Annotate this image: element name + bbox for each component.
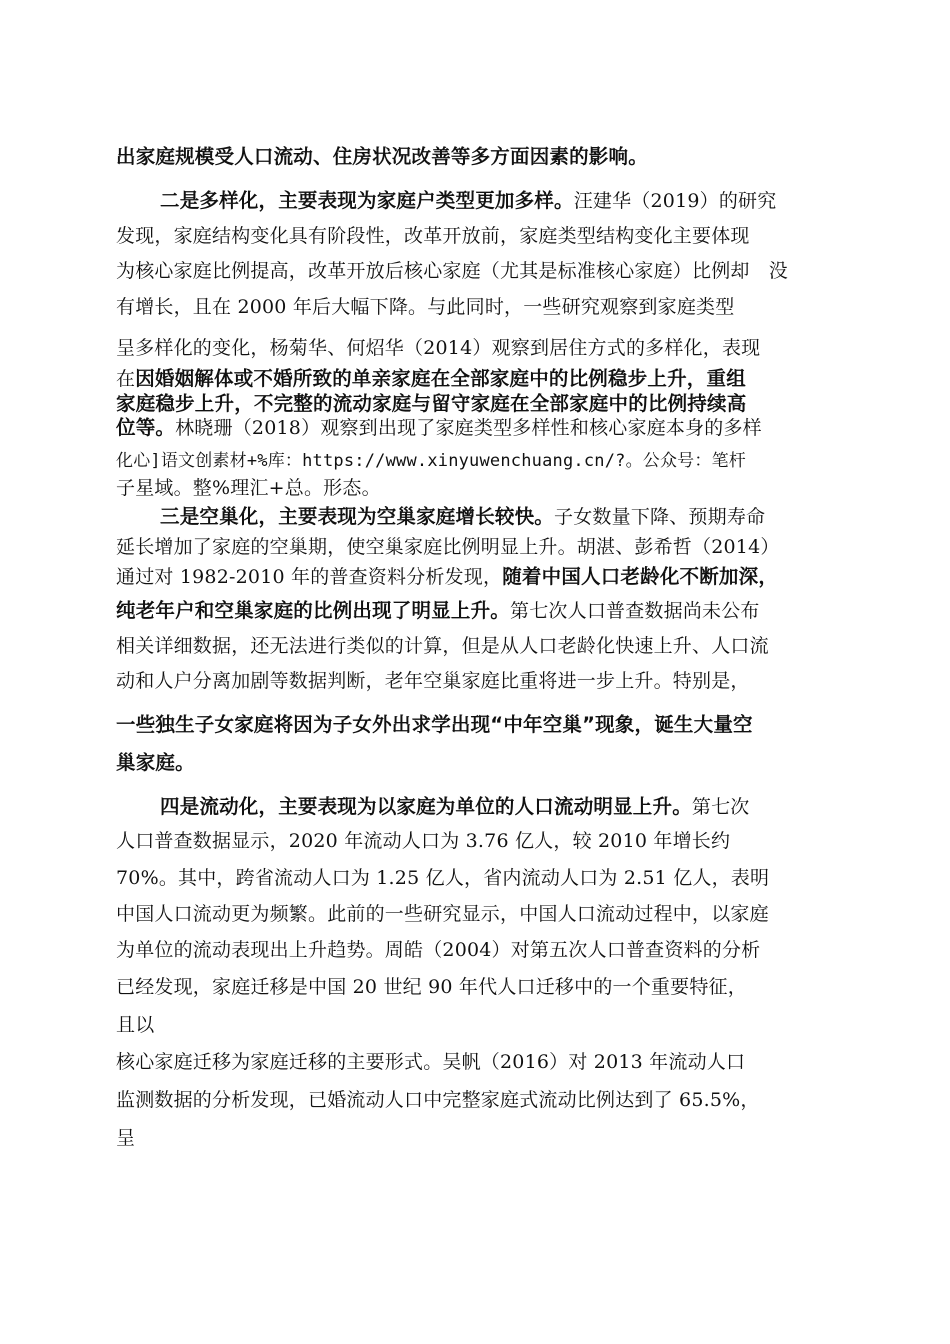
text-line: 一些独生子女家庭将因为子女外出求学出现“中年空巢”现象，诞生大量空 bbox=[116, 713, 753, 736]
text-line: 呈 bbox=[116, 1127, 136, 1149]
text-line: 呈多样化的变化，杨菊华、何炤华（2014）观察到居住方式的多样化，表现 bbox=[116, 337, 761, 359]
text-line bbox=[160, 505, 765, 529]
text-line: 有增长，且在 2000 年后大幅下降。与此同时，一些研究观察到家庭类型 bbox=[116, 296, 735, 318]
text-line: 子星域。整%理汇+总。形态。 bbox=[116, 477, 381, 499]
text-run: 在 bbox=[116, 368, 136, 390]
text-line bbox=[160, 189, 776, 213]
text-line: 监测数据的分析发现，已婚流动人口中完整家庭式流动比例达到了 65.5%， bbox=[116, 1089, 760, 1111]
text-run: 汪建华（2019）的研究 bbox=[573, 190, 777, 212]
text-line bbox=[116, 565, 778, 589]
text-line: 巢家庭。 bbox=[116, 751, 195, 774]
bold-run: 纯老年户和空巢家庭的比例出现了明显上升。 bbox=[116, 599, 511, 622]
text-line bbox=[160, 795, 750, 819]
text-line: 70%。其中，跨省流动人口为 1.25 亿人，省内流动人口为 2.51 亿人，表明 bbox=[116, 867, 770, 889]
bold-lead: 四是流动化，主要表现为以家庭为单位的人口流动明显上升。 bbox=[160, 795, 692, 818]
text-line: 化心]语文创素材+%库：https://www.xinyuwenchuang.cn/?。公众号：笔杆 bbox=[116, 451, 746, 471]
text-run: 子女数量下降、预期寿命 bbox=[554, 506, 766, 528]
text-line: 已经发现，家庭迁移是中国 20 世纪 90 年代人口迁移中的一个重要特征， bbox=[116, 976, 747, 998]
text-line: 出家庭规模受人口流动、住房状况改善等多方面因素的影响。 bbox=[116, 145, 648, 168]
text-run: 林晓珊（2018）观察到出现了家庭类型多样性和核心家庭本身的多样 bbox=[175, 417, 762, 439]
text-run: 第七次 bbox=[691, 796, 750, 818]
text-run: 通过对 1982-2010 年的普查资料分析发现， bbox=[116, 566, 503, 588]
bold-run: 位等。 bbox=[116, 416, 176, 439]
text-line: 人口普查数据显示，2020 年流动人口为 3.76 亿人，较 2010 年增长约 bbox=[116, 830, 731, 852]
text-line bbox=[116, 599, 760, 623]
bold-run: 因婚姻解体或不婚所致的单亲家庭在全部家庭中的比例稳步上升，重组 bbox=[135, 367, 746, 390]
text-line: 且以 bbox=[116, 1014, 155, 1036]
text-line: 延长增加了家庭的空巢期，使空巢家庭比例明显上升。胡湛、彭希哲（2014） bbox=[116, 536, 780, 558]
bold-lead: 二是多样化，主要表现为家庭户类型更加多样。 bbox=[160, 189, 574, 212]
bold-lead: 三是空巢化，主要表现为空巢家庭增长较快。 bbox=[160, 505, 555, 528]
text-run: 第七次人口普查数据尚未公布 bbox=[510, 600, 760, 622]
text-line: 发现，家庭结构变化具有阶段性，改革开放前，家庭类型结构变化主要体现 bbox=[116, 225, 750, 247]
text-line: 中国人口流动更为频繁。此前的一些研究显示，中国人口流动过程中，以家庭 bbox=[116, 903, 769, 925]
text-line: 为单位的流动表现出上升趋势。周皓（2004）对第五次人口普查资料的分析 bbox=[116, 939, 761, 961]
text-line: 动和人户分离加剧等数据判断，老年空巢家庭比重将进一步上升。特别是， bbox=[116, 670, 750, 692]
bold-run: 随着中国人口老龄化不断加深， bbox=[502, 565, 779, 588]
text-line bbox=[116, 367, 746, 391]
text-line: 核心家庭迁移为家庭迁移的主要形式。吴帆（2016）对 2013 年流动人口 bbox=[116, 1051, 746, 1073]
text-line bbox=[116, 416, 762, 440]
text-line: 为核心家庭比例提高，改革开放后核心家庭（尤其是标准核心家庭）比例却 没 bbox=[116, 260, 789, 282]
text-line: 家庭稳步上升，不完整的流动家庭与留守家庭在全部家庭中的比例持续高 bbox=[116, 392, 747, 415]
text-line: 相关详细数据，还无法进行类似的计算，但是从人口老龄化快速上升、人口流 bbox=[116, 635, 769, 657]
